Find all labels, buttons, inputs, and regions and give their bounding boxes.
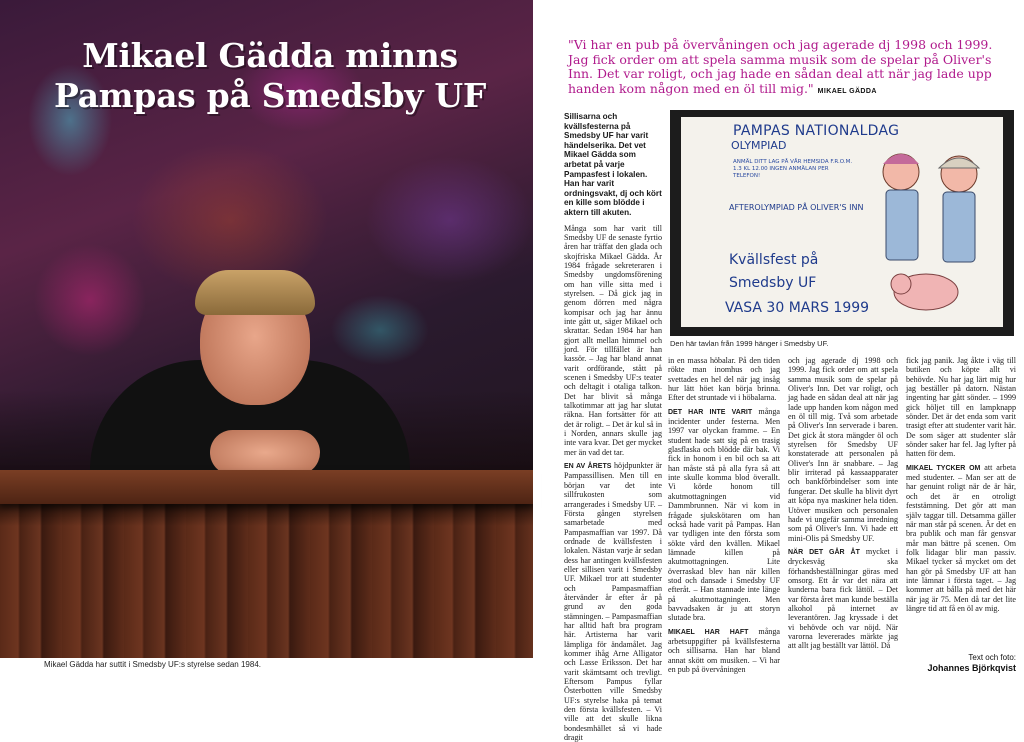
poster-after: AFTEROLYMPIAD PÅ OLIVER'S INN xyxy=(729,203,864,212)
body-text: att arbeta med studenter. – Man ser att de har genuint roligt när de är här, och det är en otroligt feststämning. Det gör att man själv taggar till. Detsamma gäller när man står på scenen. Är det en bra publik och man får gensvar mår man bättre på scenen. Om folk lidagar blir man passiv. Mikael tycker så mycket om det han gör på Smedsby UF att han inte lämnar i första taget. – Jag kommer att bålla på med det här när jag är 75. Men då tar det lite längre tid att få en öl av mig. xyxy=(906,462,1017,613)
text-column-3 xyxy=(788,356,898,664)
poster-date: VASA 30 MARS 1999 xyxy=(725,300,870,316)
body-text: mycket i dryckesväg ska förhandsbeställningar göras med omsorg. Ett år var det nära att kunderna bara fick lättöl. – Det var första året man kunde beställa alkohol på internet av leverantören. Jag kryssade i det vi behövde och var nöjd. När varorna levererades märkte jag att allt jag beställt var lättöl. Då xyxy=(788,546,898,651)
poster-caption: Den här tavlan från 1999 hänger i Smedsby UF. xyxy=(670,339,829,348)
body-text: fick jag panik. Jag åkte i väg till butiken och köpte allt vi behövde. Nu har jag lärt mig hur jag beställer på datorn. Nästan ingenting har gått sönder. – 1999 gick höljet till en lampknapp sönder. Det är det enda som varit trasigt efter att studenter varit här. De som säger att studenter slår sönder saker har fel. Jag lyfter på hatten för dem. xyxy=(906,356,1016,459)
body-text: många incidenter under festerna. Men 1997 var olyckan framme. – En student hade satt sig på en trasig glasflaska och blödde där bak. Vi fick in honom i en bil och sa att han måste stå på alla fyra så att inte skulle komma blod överallt. Vi körde honom till akutmottagningen vid Dammbrunnen. När vi kom in frågade sjukskötaren om han också hade varit på Pampas. Han var tydligen inte den första som sökte vård den kvällen. Mikael lämnade killen på akutmottagningen. Lite överraskad blev han när killen stod och dansade i Smedsby UF efteråt. – Han stannade inte länge på akutmottagningen. Men bavvadsaken är ju att storyn slutade bra. xyxy=(668,406,780,623)
poster-small-text: ANMÄL DITT LAG PÅ VÅR HEMSIDA F.R.O.M. 1.3 KL 12.00 INGEN ANMÄLAN PER TELEFON! xyxy=(733,159,853,179)
subhead: MIKAEL TYCKER OM xyxy=(906,464,981,472)
pull-quote-attribution: MIKAEL GÄDDA xyxy=(817,87,877,95)
body-text: Många som har varit till Smedsby UF de senaste fyrtio åren har träffat den glada och skojfriska Mikael Gädda. År 1984 frågade sekreteraren i Smedsby ungdomsförening om han ville sitta med i styrelsen. – Då gick jag in genom dörren med några kompisar och jag har ännu inte gått ut, säger Mikael och skrattar. Sedan 1984 har han gjort allt mellan himmel och jord. För tillfället är han kassör. – Jag har bland annat varit ordförande, stått på scenen i Smedsby UF:s teater och deltagit i otaliga talkon. Det har blivit så många talkotimmar att jag har slutat räkna. Han fortsätter för att det är roligt. – Det är kul så in i Norden, annars skulle jag inte vara kvar. Det ger mycket mer än vad det tar. xyxy=(564,223,662,457)
byline xyxy=(906,653,1016,674)
subhead: MIKAEL HAR HAFT xyxy=(668,628,749,636)
subhead: EN AV ÅRETS xyxy=(564,463,612,471)
poster-title: PAMPAS NATIONALDAG xyxy=(733,123,900,139)
photo-caption: Mikael Gädda har suttit i Smedsby UF:s styrelse sedan 1984. xyxy=(44,660,261,669)
bench-shadow xyxy=(0,504,533,526)
poster xyxy=(681,117,1003,327)
headline: Mikael Gädda minns Pampas på Smedsby UF xyxy=(53,36,487,115)
byline-label: Text och foto: xyxy=(968,653,1016,662)
lead-paragraph: Sillisarna och kvällsfesterna på Smedsby UF har varit händelserika. Det vet Mikael Gädda som arbetat på varje Pampasfest i lokalen. Han har varit ordningsvakt, dj och kört en kille som blödde i aktern till akuten. xyxy=(564,112,662,217)
blond-hair xyxy=(195,270,315,315)
body-text: in en massa höbalar. På den tiden rökte man inomhus och jag svettades en hel del när jag insåg hur lätt höet kan börja brinna. Efter det struntade vi i höbalarna. xyxy=(668,356,780,403)
byline-name: Johannes Björkqvist xyxy=(927,663,1016,673)
subhead: NÄR DET GÅR ÅT xyxy=(788,548,860,556)
body-text: många arbetsuppgifter på kvällsfesterna och sillisarna. Han har bland annat skött om musiken. – Vi har en pub på övervåningen xyxy=(668,626,780,674)
poster-line1: Kvällsfest på xyxy=(729,252,819,268)
pull-quote-text: "Vi har en pub på övervåningen och jag agerade dj 1998 och 1999. Jag fick order om att spela samma musik som de spelar på Oliver's Inn. Det var roligt, och jag hade en sådan deal att när jag lade upp handen kom någon med en öl till mig." xyxy=(568,37,993,96)
poster-subtitle: OLYMPIAD xyxy=(731,139,787,152)
pull-quote xyxy=(568,38,998,99)
text-column-2 xyxy=(668,356,780,674)
subhead: DET HAR INTE VARIT xyxy=(668,408,753,416)
clasped-hands xyxy=(210,430,320,475)
feature-photo xyxy=(0,0,533,658)
body-text: höjdpunkter är Pampassillisen. Men till en början var det inte sillfrukosten som arrangerades i Smedsby UF. – Första gången styrelsen samarbetade med Pampasmaffian var 1997. Då ordnade de kvällsfesten i lokalen. Nästan varje år sedan dess har antingen kvällsfesten eller sillisen varit i Smedsby UF. Mikael tror att studenter och Pampasmaffian återvänder år efter år på grund av den goda stämningen. – Pampasmaffian har alltid haft bra program här. Artisterna har varit lämpliga för ändamålet. Jag kommer ihåg Arne Alligator och Lasse Eriksson. Det har varit skämtsamt och trevligt. Eftersom Pampus fyllar Österbotten ville Smedsby UF:s styrelse haka på temat den första kvällsfesten. – Vi ville att det skulle likna bondesmhället så vi hade dragit xyxy=(564,461,662,742)
page-gutter xyxy=(533,0,541,676)
bench-rail xyxy=(0,470,533,504)
text-column-1 xyxy=(564,112,662,742)
poster-line2: Smedsby UF xyxy=(729,275,817,291)
person-figure xyxy=(90,270,410,480)
text-column-4 xyxy=(906,356,1016,646)
body-text: och jag agerade dj 1998 och 1999. Jag fick order om att spela samma musik som de spelar på Oliver's Inn. Det var roligt, och jag hade en sådan deal att när jag lade upp handen kom någon med en öl till mig. Två som arbetade på Oliver's Inn serverade i baren. Det gick åt stora mängder öl och styrelsen för Smedsby UF konstaterade att personalen på Oliver's Inn är snabbare. – Jag blir irriterad på kassaapparater och bankförbindelser som inte fungerar. Det skulle ha blivit dyrt att köpa nya maskiner hela tiden. Utöver musiken och personalen hade vi ungefär samma inredning som på Oliver's Inn. Vi hade ett mini-Olis på Smedsby UF. xyxy=(788,356,898,543)
cartoon-figures xyxy=(871,142,996,322)
